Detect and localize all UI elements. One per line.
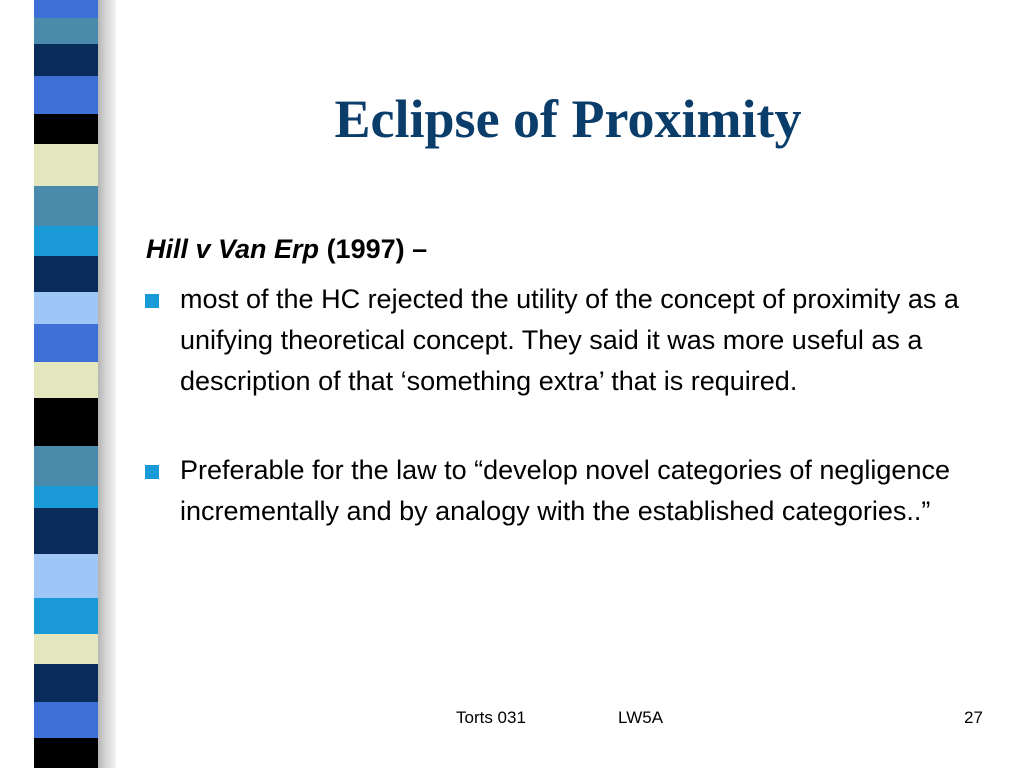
slide-title: Eclipse of Proximity [334,89,802,149]
stripe-band [34,292,98,324]
stripe-bar-shadow [98,0,116,768]
square-bullet-icon [145,465,159,479]
stripe-band [34,76,98,114]
stripe-band [34,18,98,44]
stripe-band [34,446,98,486]
stripe-band [34,144,98,186]
stripe-band [34,362,98,398]
stripe-band [34,598,98,634]
stripe-band [34,0,98,18]
decorative-stripe-bar [34,0,98,768]
stripe-band [34,398,98,446]
footer-code: LW5A [618,708,664,727]
case-year: (1997) – [319,234,428,264]
stripe-band [34,256,98,292]
stripe-band [34,554,98,598]
stripe-band [34,508,98,554]
stripe-band [34,324,98,362]
bullet-text: most of the HC rejected the utility of the concept of proximity as a unifying theoretical concept. They said it was more useful as a description of that ‘something extra’ that is required. [180,284,959,396]
stripe-band [34,664,98,702]
bullet-item [180,450,995,532]
footer-page-number: 27 [964,708,983,727]
stripe-band [34,186,98,226]
stripe-band [34,702,98,738]
case-name: Hill v Van Erp [146,234,320,264]
footer-course: Torts 031 [456,708,526,727]
stripe-band [34,44,98,76]
stripe-band [34,486,98,508]
stripe-band [34,226,98,256]
stripe-band [34,738,98,768]
stripe-band [34,634,98,664]
bullet-item [180,279,995,402]
stripe-band [34,114,98,144]
case-heading [146,232,427,266]
bullet-text: Preferable for the law to “develop novel categories of negligence incrementally and by analogy with the established categories..” [180,455,950,526]
square-bullet-icon [145,294,159,308]
